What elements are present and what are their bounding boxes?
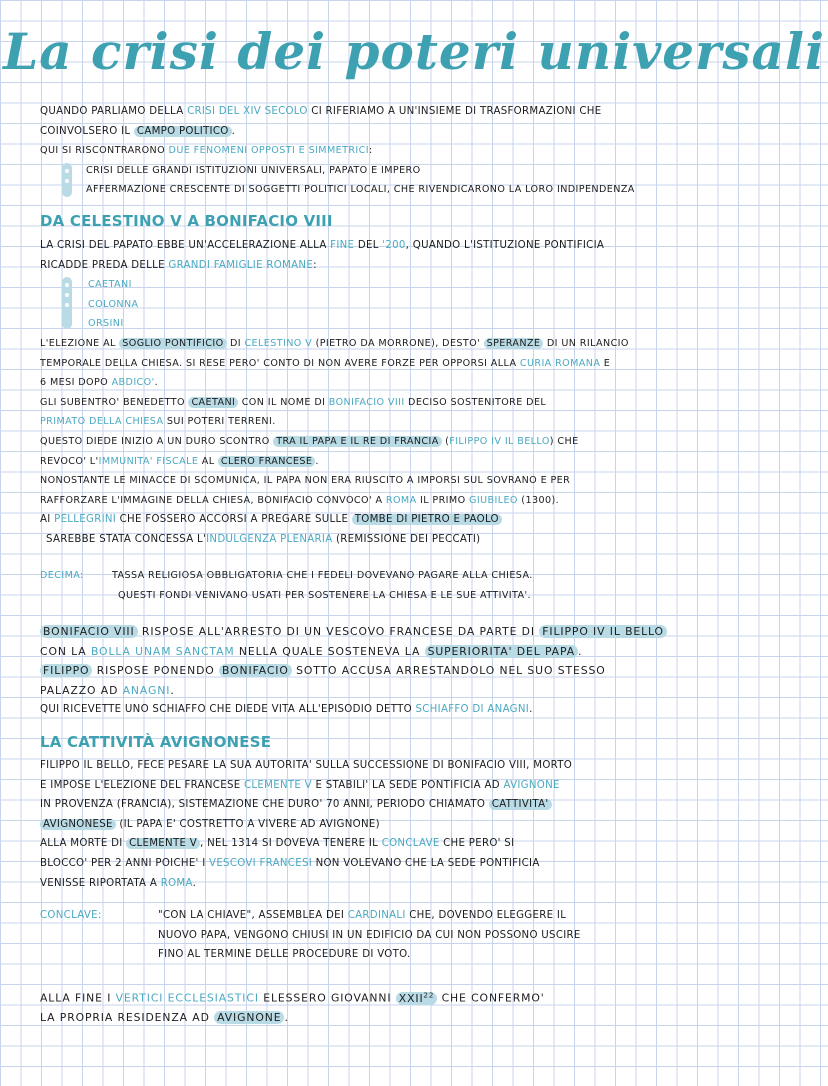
bullet-item: CRISI DELLE GRANDI ISTITUZIONI UNIVERSALI, PAPATO E IMPERO	[86, 164, 421, 176]
text: QUI RICEVETTE UNO SCHIAFFO CHE DIEDE VITA ALL'EPISODIO DETTO	[40, 704, 416, 716]
definition-label: DECIMA:	[40, 570, 84, 581]
s1-p-1	[40, 334, 820, 354]
intro-block	[40, 102, 820, 200]
text: , NEL 1314 SI DOVEVA TENERE IL	[200, 838, 382, 850]
final-paragraph	[40, 986, 820, 1028]
text: PALAZZO AD	[40, 683, 123, 697]
text: CHE CONFERMO'	[437, 991, 545, 1005]
text: LA CRISI DEL PAPATO EBBE UN'ACCELERAZIONE ALLA	[40, 240, 331, 251]
text: SOTTO ACCUSA ARRESTANDOLO NEL SUO STESSO	[291, 664, 606, 678]
text: .	[231, 125, 236, 137]
text: AI	[40, 514, 55, 526]
highlight: CLERO FRANCESE	[218, 456, 315, 467]
definition-label: CONCLAVE:	[40, 910, 102, 921]
keyword: ABDICO'	[111, 377, 155, 389]
s1-p-10	[40, 510, 820, 530]
text: RAFFORZARE L'IMMAGINE DELLA CHIESA, BONIFACIO CONVOCO' A	[40, 494, 386, 506]
text: RISPOSE ALL'ARRESTO DI UN VESCOVO FRANCESE DA PARTE DI	[137, 625, 540, 638]
text: COINVOLSERO IL	[40, 125, 134, 137]
highlight: BONIFACIO	[219, 664, 292, 677]
text: RISPOSE PONENDO	[92, 664, 220, 678]
s1-p-4	[40, 393, 820, 413]
keyword: '200	[382, 240, 406, 251]
text: BLOCCO' PER 2 ANNI POICHE' I	[40, 857, 210, 869]
keyword: VERTICI ECCLESIASTICI	[115, 991, 259, 1005]
highlight: CAETANI	[188, 397, 238, 408]
text: ) CHE	[549, 435, 579, 447]
text: .	[577, 644, 583, 658]
text: IL PRIMO	[416, 494, 469, 506]
text: (	[441, 435, 450, 447]
text: LA PROPRIA RESIDENZA AD	[40, 1011, 215, 1025]
highlight: CATTIVITA'	[489, 799, 552, 810]
family-item: CAETANI	[88, 279, 132, 291]
text: TASSA RELIGIOSA OBBLIGATORIA CHE I FEDELI DOVEVANO PAGARE ALLA CHIESA.	[112, 570, 533, 581]
keyword: PELLEGRINI	[54, 514, 117, 526]
s1-p-3	[40, 373, 820, 393]
keyword: INDULGENZA PLENARIA	[206, 533, 333, 545]
text: TEMPORALE DELLA CHIESA. SI RESE PERO' CONTO DI NON AVERE FORZE PER OPPORSI ALLA	[40, 357, 520, 369]
s1-p-11	[40, 530, 820, 550]
final-line-2	[40, 1008, 820, 1028]
text: NELLA QUALE SOSTENEVA LA	[234, 644, 425, 658]
conclave-line-2: NUOVO PAPA, VENGONO CHIUSI IN UN EDIFICIO DA CUI NON POSSONO USCIRE	[158, 929, 581, 941]
highlight: AVIGNONESE	[40, 819, 116, 830]
text: :	[313, 259, 317, 271]
text: SAREBBE STATA CONCESSA L'	[46, 533, 207, 545]
keyword: CELESTINO V	[244, 338, 313, 349]
final-line-1	[40, 986, 820, 1008]
highlight: AVIGNONE	[214, 1011, 284, 1024]
intro-line-1	[40, 102, 820, 122]
text: .	[154, 377, 159, 389]
text: (IL PAPA E' COSTRETTO A VIVERE AD AVIGNONE)	[115, 818, 380, 830]
highlight: FILIPPO	[40, 664, 92, 677]
s1-p-8: NONOSTANTE LE MINACCE DI SCOMUNICA, IL PAPA NON ERA RIUSCITO A IMPORSI SUL SOVRANO E PER	[40, 475, 571, 487]
text: GLI SUBENTRO' BENEDETTO	[40, 396, 189, 408]
s1-p-7	[40, 452, 820, 472]
s2-line-3	[40, 795, 820, 815]
section1-paragraph	[40, 334, 820, 550]
highlight: CAMPO POLITICO	[134, 126, 232, 137]
conclave-line-3: FINO AL TERMINE DELLE PROCEDURE DI VOTO.	[158, 949, 411, 961]
section1-block	[40, 236, 820, 334]
text: DI UN RILANCIO	[543, 338, 629, 349]
bullet-bar	[62, 163, 72, 197]
text: E	[600, 357, 611, 369]
keyword: CONCLAVE	[381, 838, 440, 850]
keyword: GIUBILEO	[469, 494, 518, 506]
text: VENISSE RIPORTATA A	[40, 877, 161, 889]
keyword: BONIFACIO VIII	[328, 396, 405, 408]
s1-q-3	[40, 661, 820, 681]
keyword: SCHIAFFO DI ANAGNI	[415, 704, 530, 716]
text: .	[284, 1011, 289, 1025]
text: ALLA MORTE DI	[40, 838, 127, 850]
text: QUESTO DIEDE INIZIO A UN DURO SCONTRO	[40, 435, 274, 447]
keyword: CARDINALI	[347, 910, 406, 921]
s1-p-6	[40, 432, 820, 452]
keyword: ROMA	[160, 877, 193, 889]
intro-line-2	[40, 122, 820, 142]
text: DEL	[354, 240, 383, 251]
text: .	[192, 877, 197, 889]
text: .	[170, 683, 175, 697]
text: (1300).	[517, 494, 560, 506]
s2-line-7	[40, 874, 820, 894]
intro-line-3	[40, 141, 820, 161]
keyword: CURIA ROMANA	[519, 357, 601, 369]
s1-p-9	[40, 491, 820, 511]
keyword: AVIGNONE	[503, 779, 560, 791]
s2-line-4	[40, 815, 820, 835]
text: NON VOLEVANO CHE LA SEDE PONTIFICIA	[312, 857, 540, 869]
s1-q-5	[40, 700, 820, 720]
section-heading-cattivita: LA CATTIVITÀ AVIGNONESE	[40, 733, 272, 751]
text: L'ELEZIONE AL	[40, 338, 120, 349]
superscript: 22	[423, 991, 435, 999]
highlight: SPERANZE	[484, 338, 544, 349]
keyword: CLEMENTE V	[244, 779, 312, 791]
families-list	[40, 275, 820, 334]
text: REVOCO' L'	[40, 455, 99, 467]
s2-line-2	[40, 776, 820, 796]
text: E STABILI' LA SEDE PONTIFICIA AD	[311, 779, 504, 791]
text: AL	[198, 455, 218, 467]
text: .	[529, 704, 533, 716]
highlight: TOMBE DI PIETRO E PAOLO	[352, 514, 502, 525]
keyword: VESCOVI FRANCESI	[209, 857, 313, 869]
text: CHE FOSSERO ACCORSI A PREGARE SULLE	[116, 514, 352, 526]
text: (REMISSIONE DEI PECCATI)	[332, 533, 481, 545]
conclave-definition	[40, 906, 820, 965]
highlight: SOGLIO PONTIFICIO	[119, 338, 226, 349]
text: DI	[226, 338, 245, 349]
s1-q-4	[40, 681, 820, 701]
section2-block	[40, 756, 820, 893]
keyword: FINE	[330, 240, 355, 251]
text: XXII	[398, 991, 424, 1005]
highlight	[396, 992, 437, 1005]
text: CHE PERO' SI	[439, 838, 515, 850]
highlight: SUPERIORITA' DEL PAPA	[425, 645, 578, 658]
bullet-bar	[62, 277, 72, 329]
s1-q-1	[40, 622, 820, 642]
highlight: TRA IL PAPA E IL RE DI FRANCIA	[273, 436, 442, 447]
text: ELESSERO GIOVANNI	[258, 991, 396, 1005]
decima-definition	[40, 566, 820, 605]
highlight: BONIFACIO VIII	[40, 625, 138, 638]
s2-line-5	[40, 834, 820, 854]
conclave-line-1	[40, 906, 820, 926]
text: CON IL NOME DI	[238, 396, 329, 408]
keyword: BOLLA UNAM SANCTAM	[90, 644, 235, 658]
s1-p-2	[40, 354, 820, 374]
intro-bullet-list	[40, 161, 820, 200]
family-item: ORSINI	[88, 318, 124, 330]
family-item: COLONNA	[88, 298, 139, 310]
s2-line-1: FILIPPO IL BELLO, FECE PESARE LA SUA AUTORITA' SULLA SUCCESSIONE DI BONIFACIO VIII, MORTO	[40, 760, 573, 771]
keyword: CRISI DEL XIV SECOLO	[187, 106, 308, 117]
keyword: ROMA	[385, 494, 417, 506]
keyword: PRIMATO DELLA CHIESA	[40, 416, 164, 428]
text: , QUANDO L'ISTITUZIONE PONTIFICIA	[405, 240, 605, 251]
text: CHE, DOVENDO ELEGGERE IL	[405, 910, 567, 921]
section-heading-celestino: DA CELESTINO V A BONIFACIO VIII	[40, 212, 333, 230]
decima-line-1	[40, 566, 820, 586]
highlight: FILIPPO IV IL BELLO	[539, 625, 667, 638]
text: CON LA	[40, 644, 91, 658]
text: E IMPOSE L'ELEZIONE DEL FRANCESE	[40, 779, 244, 791]
keyword: ANAGNI	[122, 683, 171, 697]
text: DECISO SOSTENITORE DEL	[404, 396, 547, 408]
text: :	[369, 145, 373, 157]
text: ALLA FINE I	[40, 991, 116, 1005]
text: IN PROVENZA (FRANCIA), SISTEMAZIONE CHE DURO' 70 ANNI, PERIODO CHIAMATO	[40, 799, 489, 811]
s1-line-2	[40, 256, 820, 276]
text: CI RIFERIAMO A UN'INSIEME DI TRASFORMAZIONI CHE	[307, 106, 602, 117]
s1-q-2	[40, 642, 820, 662]
keyword: FILIPPO IV IL BELLO	[449, 435, 550, 447]
page-title: La crisi dei poteri universali	[3, 22, 825, 81]
s1-line-1	[40, 236, 820, 256]
text: QUANDO PARLIAMO DELLA	[40, 106, 188, 117]
text: RICADDE PREDA DELLE	[40, 259, 169, 271]
text: SUI POTERI TERRENI.	[163, 416, 276, 428]
text: (PIETRO DA MORRONE), DESTO'	[312, 338, 484, 349]
section1-bonifacio	[40, 622, 820, 720]
text: QUI SI RISCONTRARONO	[40, 145, 169, 157]
decima-line-2: QUESTI FONDI VENIVANO USATI PER SOSTENERE LA CHIESA E LE SUE ATTIVITA'.	[118, 589, 531, 601]
keyword: GRANDI FAMIGLIE ROMANE	[168, 259, 314, 271]
text: .	[315, 455, 319, 467]
text: "CON LA CHIAVE", ASSEMBLEA DEI	[158, 910, 348, 921]
keyword: IMMUNITA' FISCALE	[98, 455, 199, 467]
text: 6 MESI DOPO	[40, 377, 112, 389]
highlight: CLEMENTE V	[126, 838, 200, 849]
keyword: DUE FENOMENI OPPOSTI E SIMMETRICI	[168, 145, 369, 157]
s1-p-5	[40, 412, 820, 432]
s2-line-6	[40, 854, 820, 874]
bullet-item: AFFERMAZIONE CRESCENTE DI SOGGETTI POLITICI LOCALI, CHE RIVENDICARONO LA LORO INDIPENDENZA	[86, 184, 635, 196]
